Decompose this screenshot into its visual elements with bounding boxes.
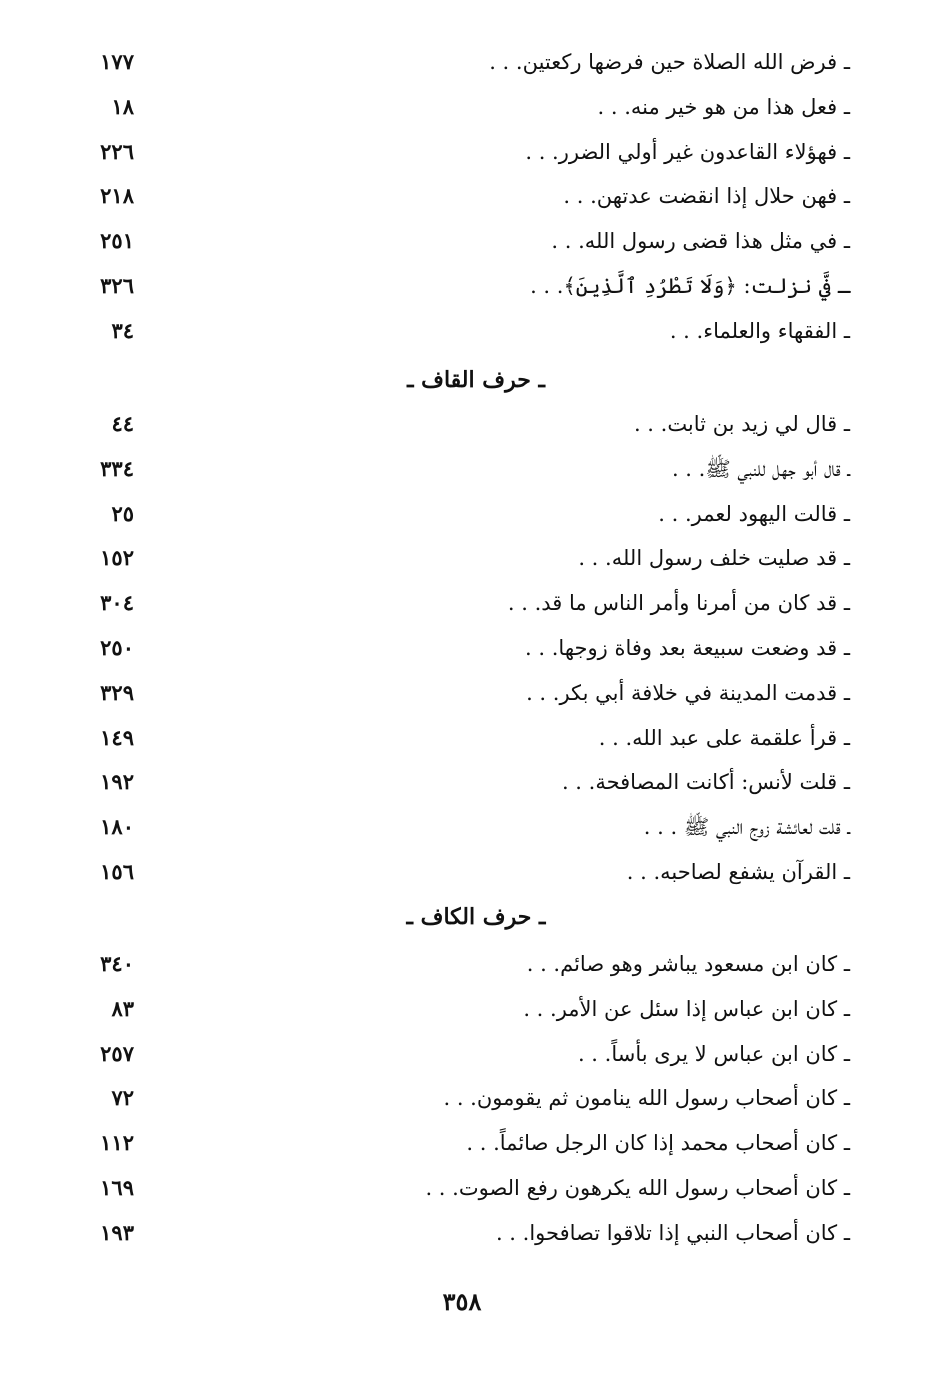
index-entry <box>0 1121 952 1166</box>
index-entry <box>0 716 952 761</box>
index-entry <box>0 760 952 805</box>
entry-text: ـ قلت لعائشة زوج النبي ﷺ . . . <box>643 815 850 840</box>
index-entry <box>0 309 952 354</box>
index-entry <box>0 805 952 850</box>
section-kaf <box>0 942 952 1256</box>
entry-page-number: ١٦٩ <box>100 1174 134 1200</box>
index-entry <box>0 626 952 671</box>
entry-page-number: ٢٥٧ <box>100 1040 134 1066</box>
entry-text: ـ قال أبو جهل للنبي ﷺ. . . <box>671 456 850 481</box>
entry-text: ـ فعل هذا من هو خير منه. . . <box>597 94 850 119</box>
entry-page-number: ٣٣٤ <box>100 455 134 481</box>
entry-text: ـ كان ابن مسعود يباشر وهو صائم. . . <box>526 952 850 976</box>
entry-page-number: ٢٥٠ <box>100 634 134 660</box>
index-entry <box>0 1166 952 1211</box>
entry-page-number: ١٤٩ <box>100 724 134 750</box>
entry-text: ـ القرآن يشفع لصاحبه. . . <box>626 859 850 884</box>
index-entry <box>0 942 952 987</box>
index-entry <box>0 1211 952 1256</box>
index-entry <box>0 1032 952 1077</box>
entry-text: ـ قد صليت خلف رسول الله. . . <box>578 546 850 571</box>
index-entry <box>0 987 952 1032</box>
entry-text: ـ فرض الله الصلاة حين فرضها ركعتين. . . <box>489 50 850 74</box>
entry-page-number: ٢١٨ <box>100 183 134 209</box>
entry-text: ـ قالت اليهود لعمر. . . <box>658 501 850 526</box>
index-entry <box>0 219 952 264</box>
entry-page-number: ١٩٣ <box>100 1219 134 1245</box>
index-entry <box>0 850 952 895</box>
entry-page-number: ١٥٢ <box>100 545 134 571</box>
entry-text: ـ قد كان من أمرنا وأمر الناس ما قد. . . <box>507 591 850 616</box>
entry-text: ـ كان ابن عباس إذا سئل عن الأمر. . . <box>523 996 850 1021</box>
page-number: ٣٥٨ <box>442 1287 482 1316</box>
entry-text: ـ قدمت المدينة في خلافة أبي بكر. . . <box>526 680 850 705</box>
index-entry <box>0 492 952 537</box>
entry-page-number: ٣٢٩ <box>100 679 134 705</box>
section-heading-kaf: ـ حرف الكاف ـ <box>406 904 546 930</box>
entry-page-number: ١٩٢ <box>100 769 134 795</box>
entry-text: ـ قلت لأنس: أكانت المصافحة. . . <box>561 770 850 795</box>
entry-page-number: ١٨ <box>111 93 134 119</box>
index-entry <box>0 85 952 130</box>
index-entry <box>0 581 952 626</box>
entry-text: ـ الفقهاء والعلماء. . . <box>669 318 850 343</box>
entry-text: ـ قد وضعت سبيعة بعد وفاة زوجها. . . <box>525 635 850 660</box>
entry-page-number: ٤٤ <box>111 411 134 436</box>
index-entry <box>0 671 952 716</box>
entry-text: ـ فيَّ نزلت: ﴿وَلَا تَطْرُدِ ٱلَّذِينَ﴾. . . <box>530 273 850 298</box>
entry-page-number: ١٧٧ <box>100 49 134 74</box>
entry-page-number: ٣٤ <box>111 317 134 343</box>
section-qaf <box>0 402 952 895</box>
entry-text: ـ قرأ علقمة على عبد الله. . . <box>598 725 850 750</box>
section-fa <box>0 40 952 354</box>
entry-page-number: ١٥٦ <box>100 858 134 884</box>
entry-text: ـ فهؤلاء القاعدون غير أولي الضرر. . . <box>525 139 850 164</box>
entry-page-number: ٣٤٠ <box>100 951 134 976</box>
index-entry <box>0 40 952 85</box>
entry-text: ـ كان ابن عباس لا يرى بأساً. . . <box>577 1041 850 1066</box>
entry-page-number: ٢٢٦ <box>100 138 134 164</box>
index-entry <box>0 447 952 492</box>
index-entry <box>0 264 952 309</box>
entry-text: ـ كان أصحاب رسول الله يكرهون رفع الصوت. . . <box>425 1175 850 1200</box>
entry-page-number: ٢٥١ <box>100 228 134 254</box>
entry-text: ـ قال لي زيد بن ثابت. . . <box>633 412 850 436</box>
entry-page-number: ٧٢ <box>111 1085 134 1111</box>
entry-text: ـ كان أصحاب رسول الله ينامون ثم يقومون. . . <box>443 1086 850 1111</box>
index-entry <box>0 1076 952 1121</box>
entry-page-number: ٢٥ <box>111 500 134 526</box>
index-entry <box>0 130 952 175</box>
entry-text: ـ كان أصحاب محمد إذا كان الرجل صائماً. . . <box>466 1131 850 1156</box>
entry-text: ـ فهن حلال إذا انقضت عدتهن. . . <box>563 184 850 209</box>
section-heading-qaf: ـ حرف القاف ـ <box>407 367 545 393</box>
index-entry <box>0 402 952 447</box>
index-entry <box>0 536 952 581</box>
entry-page-number: ١٨٠ <box>100 814 134 840</box>
entry-page-number: ٨٣ <box>111 995 134 1021</box>
entry-page-number: ١١٢ <box>100 1130 134 1156</box>
entry-text: ـ كان أصحاب النبي إذا تلاقوا تصافحوا. . . <box>495 1220 850 1245</box>
index-entry <box>0 174 952 219</box>
entry-page-number: ٣٢٦ <box>100 272 134 298</box>
entry-text: ـ في مثل هذا قضى رسول الله. . . <box>551 229 850 254</box>
entry-page-number: ٣٠٤ <box>100 590 134 616</box>
